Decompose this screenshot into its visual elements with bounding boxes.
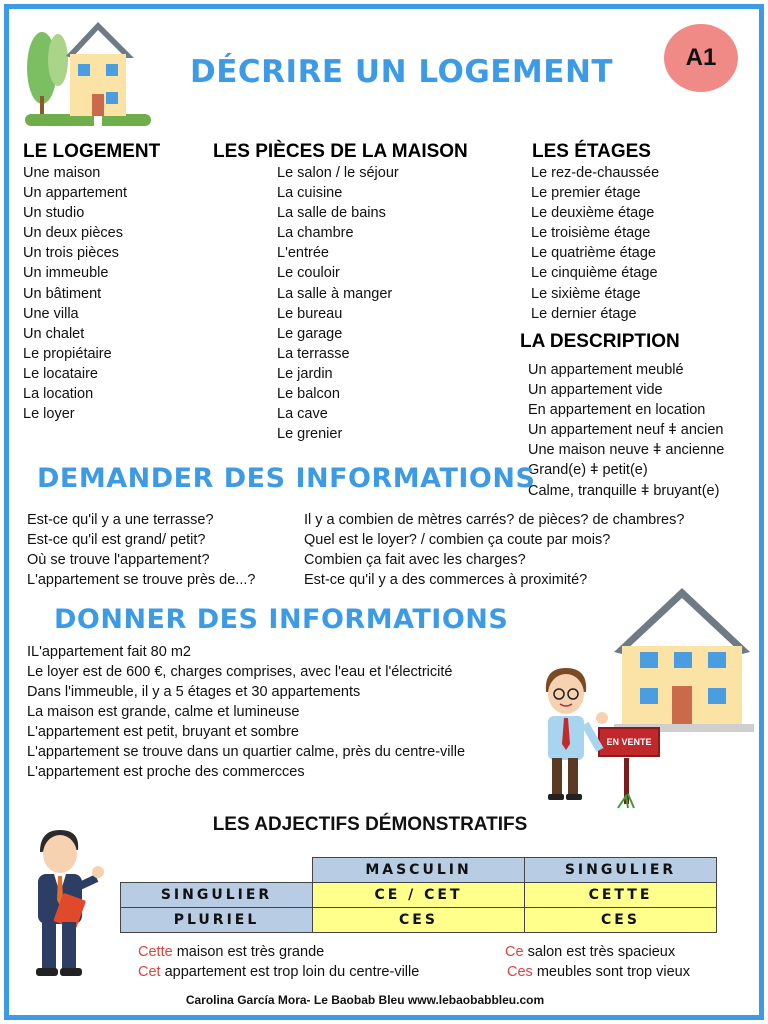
list-item: Il y a combien de mètres carrés? de pièces? de chambres? xyxy=(304,512,685,528)
example-line xyxy=(505,962,690,982)
row-header-singulier: SINGULIER xyxy=(121,883,313,908)
list-item: Un bâtiment xyxy=(23,285,102,302)
list-item: Calme, tranquille ǂ bruyant(e) xyxy=(528,482,720,499)
example-demonstratif: Ce xyxy=(505,944,524,960)
list-item: Le jardin xyxy=(277,365,333,382)
list-item: Dans l'immeuble, il y a 5 étages et 30 appartements xyxy=(27,684,361,700)
list-item: Le cinquième étage xyxy=(531,265,658,282)
example-demonstratif: Ces xyxy=(507,964,533,980)
description-list xyxy=(528,360,724,501)
main-title: DÉCRIRE UN LOGEMENT xyxy=(190,54,614,90)
list-item: Un immeuble xyxy=(23,265,109,282)
list-item: L'appartement se trouve près de...? xyxy=(27,572,256,588)
list-item: Quel est le loyer? / combien ça coute par mois? xyxy=(304,532,611,548)
row-header-pluriel: PLURIEL xyxy=(121,908,313,933)
teacher-illustration xyxy=(24,824,114,980)
list-item: Le loyer xyxy=(23,406,75,423)
list-item: En appartement en location xyxy=(528,402,706,419)
example-line xyxy=(138,942,419,962)
list-item: Le deuxième étage xyxy=(531,205,655,222)
list-item: Le garage xyxy=(277,325,343,342)
example-text: salon est très spacieux xyxy=(523,944,676,960)
demander-right-list xyxy=(304,510,684,590)
list-item: Un chalet xyxy=(23,325,85,342)
demander-title: DEMANDER DES INFORMATIONS xyxy=(37,463,536,494)
example-text: meubles sont trop vieux xyxy=(532,964,690,980)
list-item: Combien ça fait avec les charges? xyxy=(304,552,526,568)
example-demonstratif: Cette xyxy=(138,944,173,960)
house-illustration-top xyxy=(22,16,154,130)
list-item: Le balcon xyxy=(277,386,340,403)
level-badge: A1 xyxy=(664,24,738,92)
heading-etages: LES ÉTAGES xyxy=(532,141,651,162)
list-item: Est-ce qu'il y a une terrasse? xyxy=(27,512,214,528)
column-header-singulier: SINGULIER xyxy=(525,858,717,883)
heading-logement: LE LOGEMENT xyxy=(23,141,161,162)
examples-left xyxy=(138,942,419,982)
etages-list xyxy=(531,163,659,324)
list-item: Le quatrième étage xyxy=(531,245,656,262)
pieces-list xyxy=(277,163,399,444)
column-header-masculin: MASCULIN xyxy=(313,858,525,883)
example-text: appartement est trop loin du centre-ville xyxy=(160,964,420,980)
house-for-sale-illustration xyxy=(610,586,756,736)
list-item: Un appartement vide xyxy=(528,382,663,399)
list-item: Le salon / le séjour xyxy=(277,165,399,181)
list-item: Le bureau xyxy=(277,305,343,322)
list-item: L'appartement est proche des commercces xyxy=(27,764,305,780)
example-text: maison est très grande xyxy=(172,944,325,960)
list-item: L'appartement est petit, bruyant et sombre xyxy=(27,724,299,740)
list-item: Un deux pièces xyxy=(23,225,123,242)
list-item: Le sixième étage xyxy=(531,285,641,302)
examples-right xyxy=(505,942,690,982)
list-item: La chambre xyxy=(277,225,354,242)
list-item: L'appartement se trouve dans un quartier calme, près du centre-ville xyxy=(27,744,466,760)
list-item: La cuisine xyxy=(277,185,343,202)
list-item: Un appartement xyxy=(23,185,127,202)
list-item: Le grenier xyxy=(277,426,343,443)
example-line xyxy=(505,942,690,962)
list-item: Le locataire xyxy=(23,365,98,382)
list-item: Une maison xyxy=(23,165,101,181)
list-item: La maison est grande, calme et lumineuse xyxy=(27,704,300,720)
example-line xyxy=(138,962,419,982)
footer-credit: Carolina García Mora- Le Baobab Bleu www.lebaobabbleu.com xyxy=(185,993,545,1007)
list-item: IL'appartement fait 80 m2 xyxy=(27,644,191,660)
list-item: La salle de bains xyxy=(277,205,386,222)
list-item: L'entrée xyxy=(277,245,329,262)
logement-list xyxy=(23,163,127,424)
list-item: Est-ce qu'il y a des commerces à proximité? xyxy=(304,572,588,588)
demonstratifs-title: LES ADJECTIFS DÉMONSTRATIFS xyxy=(212,814,528,835)
heading-description: LA DESCRIPTION xyxy=(520,331,680,352)
demonstratifs-table xyxy=(120,857,717,933)
donner-list xyxy=(27,642,465,782)
list-item: Grand(e) ǂ petit(e) xyxy=(528,462,648,479)
list-item: Le couloir xyxy=(277,265,340,282)
list-item: Le loyer est de 600 €, charges comprises, avec l'eau et l'électricité xyxy=(27,664,453,680)
sign-post-icon xyxy=(612,722,642,810)
list-item: Où se trouve l'appartement? xyxy=(27,552,210,568)
cell-pluriel-feminin: CES xyxy=(525,908,717,933)
list-item: La location xyxy=(23,386,94,403)
example-demonstratif: Cet xyxy=(138,964,161,980)
demander-left-list xyxy=(27,510,255,590)
list-item: Un studio xyxy=(23,205,85,222)
donner-title: DONNER DES INFORMATIONS xyxy=(54,604,509,635)
agent-person-illustration xyxy=(536,664,616,804)
list-item: La terrasse xyxy=(277,345,350,362)
list-item: Une villa xyxy=(23,305,79,322)
list-item: Le premier étage xyxy=(531,185,641,202)
list-item: Le troisième étage xyxy=(531,225,651,242)
list-item: Est-ce qu'il est grand/ petit? xyxy=(27,532,206,548)
for-sale-sign-label: EN VENTE xyxy=(606,737,652,747)
list-item: Un appartement neuf ǂ ancien xyxy=(528,422,724,439)
list-item: Un appartement meublé xyxy=(528,362,684,378)
list-item: Une maison neuve ǂ ancienne xyxy=(528,442,725,459)
cell-pluriel-masculin: CES xyxy=(313,908,525,933)
list-item: La salle à manger xyxy=(277,285,393,302)
cell-singulier-feminin: CETTE xyxy=(525,883,717,908)
list-item: La cave xyxy=(277,406,328,423)
heading-pieces: LES PIÈCES DE LA MAISON xyxy=(213,141,468,162)
list-item: Le dernier étage xyxy=(531,305,637,322)
list-item: Un trois pièces xyxy=(23,245,119,262)
cell-singulier-masculin: CE / CET xyxy=(313,883,525,908)
list-item: Le rez-de-chaussée xyxy=(531,165,660,181)
list-item: Le propiétaire xyxy=(23,345,112,362)
